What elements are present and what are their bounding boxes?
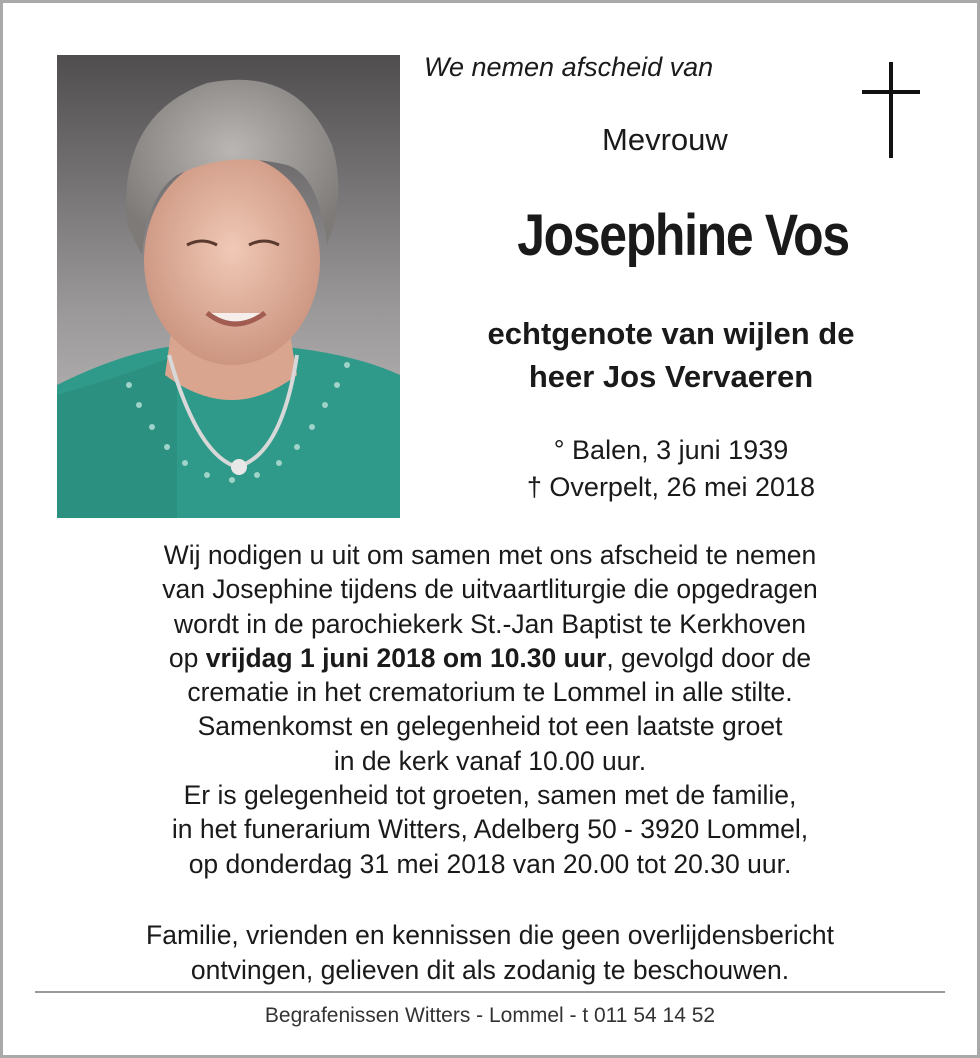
body-text-segment: , gevolgd door de [606,642,812,673]
closing-line-1: Familie, vrienden en kennissen die geen overlijdensbericht [146,920,834,950]
body-line: crematie in het crematorium te Lommel in alle stilte. [187,677,793,708]
body-line: Er is gelegenheid tot groeten, samen met de familie, [183,780,797,811]
spouse-info [420,312,922,398]
spouse-line-2: heer Jos Vervaeren [528,359,814,394]
body-line-funeral-date [40,641,940,675]
body-line: Wij nodigen u uit om samen met ons afscheid te nemen [163,540,817,570]
body-line: van Josephine tijdens de uitvaartliturgie die opgedragen [162,574,818,605]
deceased-name: Josephine Vos [517,203,849,268]
body-line: in de kerk vanaf 10.00 uur. [333,745,647,776]
divider [35,991,945,993]
intro-text: We nemen afscheid van [424,52,714,82]
latin-cross-icon [862,62,920,158]
death-date: † Overpelt, 26 mei 2018 [526,472,816,502]
funeral-datetime: vrijdag 1 juni 2018 om 10.30 uur [205,642,607,673]
body-line: wordt in de parochiekerk St.-Jan Baptist te Kerkhoven [174,608,806,639]
portrait-photo [57,55,400,518]
body-line: op donderdag 31 mei 2018 van 20.00 tot 20.30 uur. [188,848,792,879]
life-dates [470,432,872,506]
funeral-home-footer: Begrafenissen Witters - Lommel - t 011 54 14 52 [264,1004,716,1027]
closing-line-2: ontvingen, gelieven dit als zodanig te beschouwen. [190,955,790,985]
honorific: Mevrouw [602,122,728,157]
body-text-segment: op [168,642,206,673]
spouse-line-1: echtgenote van wijlen de [487,316,855,351]
body-line: in het funerarium Witters, Adelberg 50 - 3920 Lommel, [171,814,809,845]
body-line: Samenkomst en gelegenheid tot een laatste groet [197,711,783,742]
closing-note [40,918,940,988]
ceremony-details [40,538,940,881]
birth-date: ° Balen, 3 juni 1939 [553,435,789,465]
